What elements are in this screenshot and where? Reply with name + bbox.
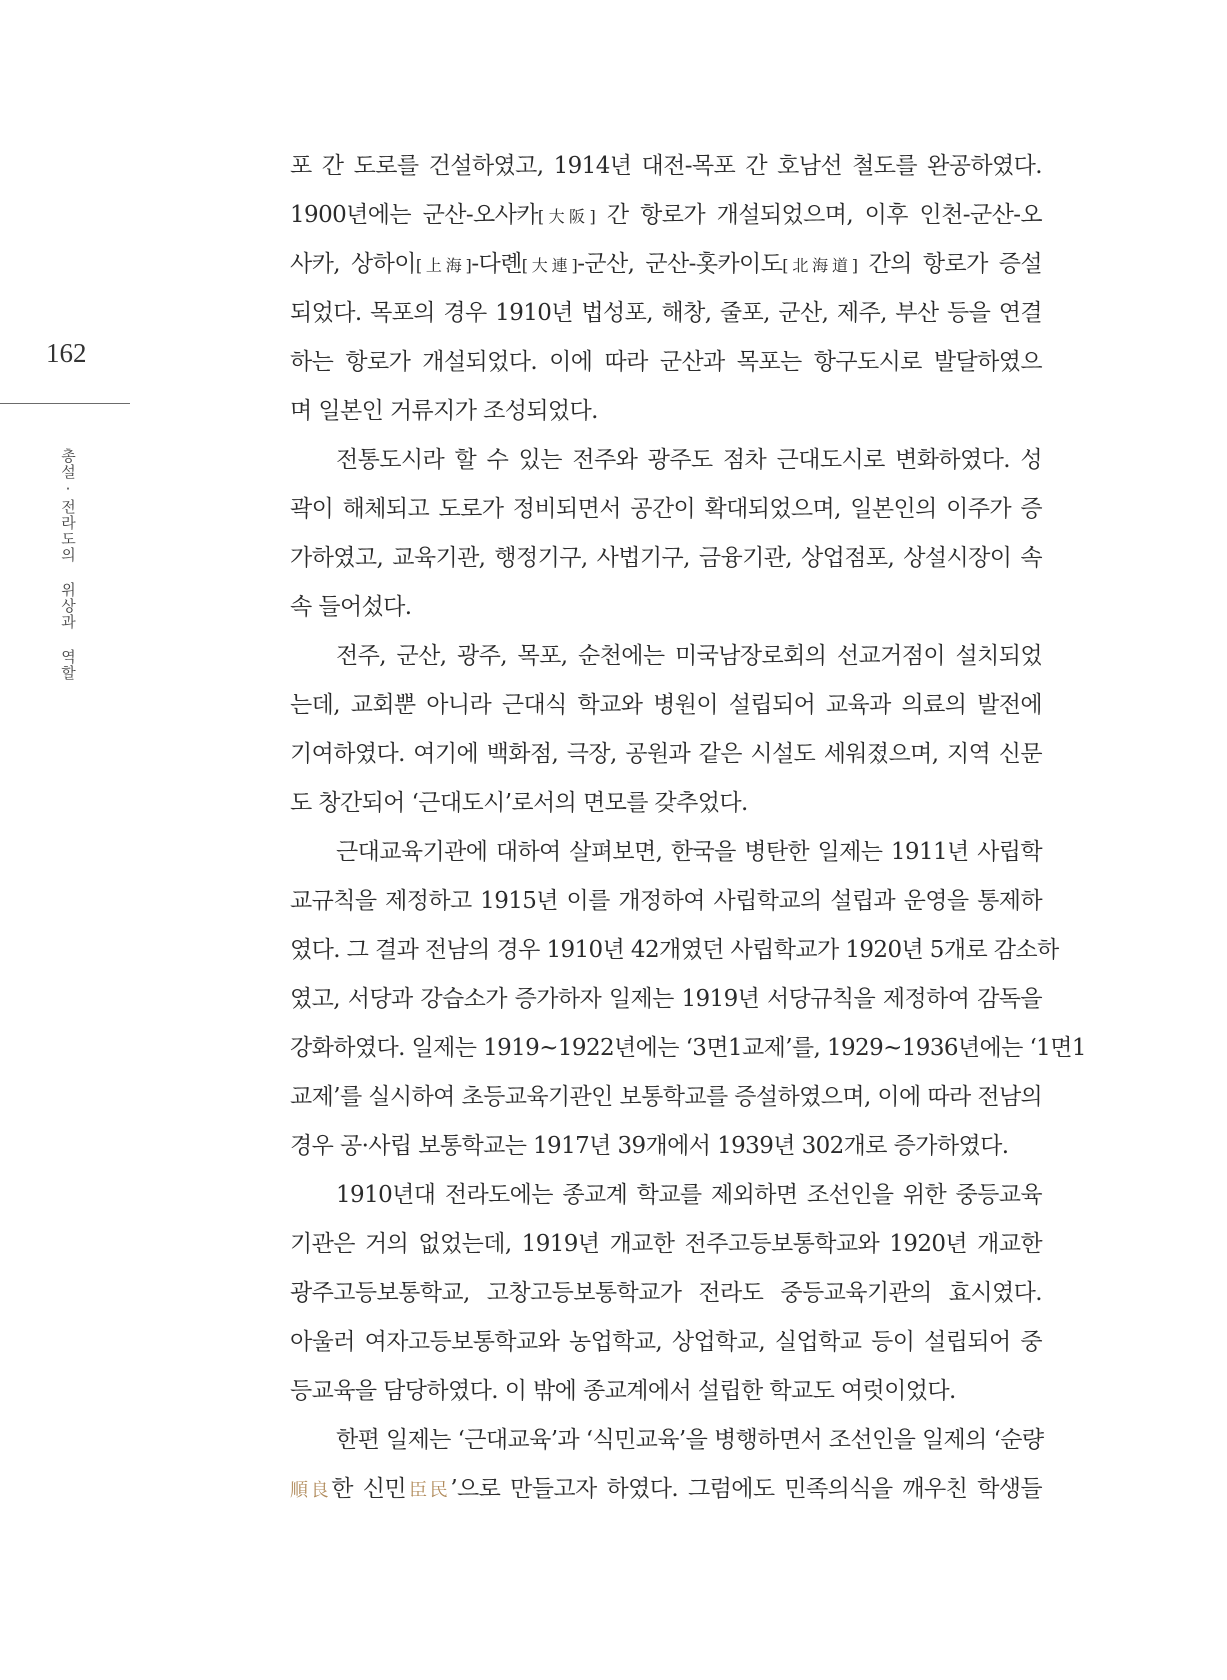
text-line: [290, 681, 1042, 730]
text-segment: 였고, 서당과 강습소가 증가하자 일제는 1919년 서당규칙을 제정하여 감독을: [290, 986, 1042, 1012]
hanja-bracket: [大阪]: [537, 207, 596, 226]
text-segment: 되었다. 목포의 경우 1910년 법성포, 해창, 줄포, 군산, 제주, 부산 등을 연결: [290, 300, 1042, 326]
text-segment: 한 신민: [331, 1476, 406, 1502]
text-line: [290, 1220, 1042, 1269]
text-line: [290, 1465, 1042, 1514]
text-segment: 포 간 도로를 건설하였고, 1914년 대전-목포 간 호남선 철도를 완공하였다.: [290, 153, 1042, 179]
paragraph-first-line: [290, 1171, 1042, 1220]
text-line: [290, 1024, 1086, 1073]
text-line: [290, 926, 1059, 975]
text-line: [290, 191, 1042, 240]
text-line: [290, 1269, 1042, 1318]
text-segment: 전주, 군산, 광주, 목포, 순천에는 미국남장로회의 선교거점이 설치되었: [336, 643, 1042, 669]
text-line: [290, 338, 1042, 387]
text-segment: 아울러 여자고등보통학교와 농업학교, 상업학교, 실업학교 등이 설립되어 중: [290, 1329, 1042, 1355]
text-segment: 전통도시라 할 수 있는 전주와 광주도 점차 근대도시로 변화하였다. 성: [336, 447, 1042, 473]
body-text: [290, 142, 1086, 1514]
text-segment: 였다. 그 결과 전남의 경우 1910년 42개였던 사립학교가 1920년 5개로 감소하: [290, 937, 1059, 963]
text-segment: 교규칙을 제정하고 1915년 이를 개정하여 사립학교의 설립과 운영을 통제하: [290, 888, 1042, 914]
paragraph-first-line: [290, 828, 1042, 877]
hanja-annotation: 順良: [290, 1480, 332, 1501]
text-line: [290, 240, 1042, 289]
text-line: [290, 975, 1042, 1024]
text-segment: 곽이 해체되고 도로가 정비되면서 공간이 확대되었으며, 일본인의 이주가 증: [290, 496, 1042, 522]
text-line: [290, 289, 1042, 338]
text-line: [290, 534, 1042, 583]
text-segment: 기관은 거의 없었는데, 1919년 개교한 전주고등보통학교와 1920년 개교한: [290, 1231, 1042, 1257]
text-segment: 광주고등보통학교, 고창고등보통학교가 전라도 중등교육기관의 효시였다.: [290, 1280, 1042, 1306]
text-segment: 1910년대 전라도에는 종교계 학교를 제외하면 조선인을 위한 중등교육: [336, 1182, 1042, 1208]
text-segment: 근대교육기관에 대하여 살펴보면, 한국을 병탄한 일제는 1911년 사립학: [336, 839, 1042, 865]
text-segment: 며 일본인 거류지가 조성되었다.: [290, 398, 598, 424]
hanja-bracket: [上海]: [415, 256, 472, 275]
text-line: [290, 142, 1042, 191]
text-segment: 속 들어섰다.: [290, 594, 412, 620]
text-segment: 하는 항로가 개설되었다. 이에 따라 군산과 목포는 항구도시로 발달하였으: [290, 349, 1042, 375]
hanja-bracket: [北海道]: [782, 256, 858, 275]
text-line: [290, 583, 1042, 632]
text-segment: 는데, 교회뿐 아니라 근대식 학교와 병원이 설립되어 교육과 의료의 발전에: [290, 692, 1042, 718]
text-segment: 강화하였다. 일제는 1919~1922년에는 ‘3면1교제’를, 1929~1936년에는 ‘1면1: [290, 1035, 1086, 1061]
margin-divider: [0, 403, 130, 404]
paragraph-first-line: [290, 1416, 1042, 1465]
text-line: [290, 730, 1042, 779]
text-line: [290, 1367, 1042, 1416]
text-segment: 도 창간되어 ‘근대도시’로서의 면모를 갖추었다.: [290, 790, 748, 816]
text-line: [290, 387, 1042, 436]
text-segment: 교제’를 실시하여 초등교육기관인 보통학교를 증설하였으며, 이에 따라 전남의: [290, 1084, 1043, 1110]
hanja-annotation: 臣民: [405, 1480, 451, 1501]
hanja-bracket: [大連]: [521, 256, 578, 275]
page-margin: [0, 0, 140, 1680]
text-line: [290, 1073, 1042, 1122]
text-segment: -군산, 군산-홋카이도: [577, 251, 783, 277]
text-segment: 간의 항로가 증설: [857, 251, 1042, 277]
text-line: [290, 1318, 1042, 1367]
text-line: [290, 779, 1042, 828]
page-number: 162: [46, 338, 87, 368]
text-segment: 1900년에는 군산-오사카: [290, 202, 538, 228]
paragraph-first-line: [290, 632, 1042, 681]
text-segment: 기여하였다. 여기에 백화점, 극장, 공원과 같은 시설도 세워졌으며, 지역 신문: [290, 741, 1042, 767]
text-segment: ’으로 만들고자 하였다. 그럼에도 민족의식을 깨우친 학생들: [450, 1476, 1042, 1502]
text-segment: 간 항로가 개설되었으며, 이후 인천-군산-오: [595, 202, 1042, 228]
text-segment: 경우 공·사립 보통학교는 1917년 39개에서 1939년 302개로 증가하였다.: [290, 1133, 1009, 1159]
paragraph-first-line: [290, 436, 1042, 485]
text-line: [290, 485, 1042, 534]
text-segment: -다롄: [471, 251, 522, 277]
text-segment: 한편 일제는 ‘근대교육’과 ‘식민교육’을 병행하면서 조선인을 일제의 ‘순량: [336, 1427, 1044, 1453]
text-segment: 사카, 상하이: [290, 251, 416, 277]
text-segment: 가하였고, 교육기관, 행정기구, 사법기구, 금융기관, 상업점포, 상설시장이 속: [290, 545, 1042, 571]
text-segment: 등교육을 담당하였다. 이 밖에 종교계에서 설립한 학교도 여럿이었다.: [290, 1378, 956, 1404]
text-line: [290, 877, 1042, 926]
running-head: 총설·전라도의 위상과 역할: [59, 448, 77, 681]
text-line: [290, 1122, 1042, 1171]
